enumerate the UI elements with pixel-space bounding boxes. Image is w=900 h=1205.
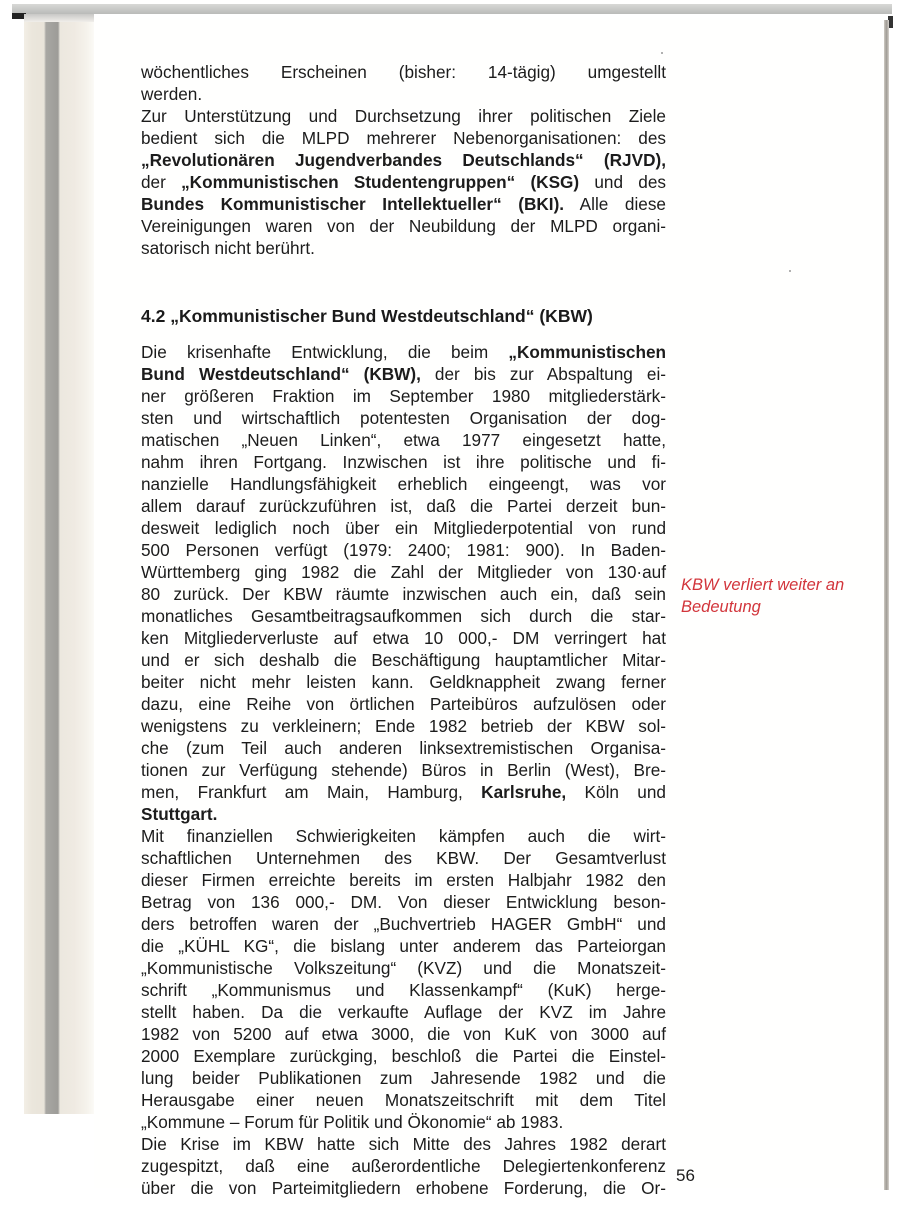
book-top-edge: [12, 4, 892, 14]
bold-org-name: „Kommunistischen: [508, 342, 666, 362]
text-line: nanzielle Handlungsfähigkeit erheblich eingeengt, was vor: [141, 474, 666, 494]
text-line: wöchentliches Erscheinen (bisher: 14-tägig) umgestellt: [141, 62, 666, 82]
bold-org-name: Bundes Kommunistischer Intellektueller“ (BKI).: [141, 194, 565, 214]
text-line: satorisch nicht berührt.: [141, 238, 315, 258]
paragraph-block-kbw: [141, 341, 666, 1199]
text-line: „Kommune – Forum für Politik und Ökonomie“ ab 1983.: [141, 1112, 564, 1132]
text-run: der bis zur Abspaltung ei-: [420, 364, 666, 384]
text-line: schrift „Kommunismus und Klassenkampf“ (KuK) herge-: [141, 980, 666, 1000]
speck: [661, 52, 663, 54]
page-number: 56: [676, 1166, 695, 1185]
text-line: 1982 von 5200 auf etwa 3000, die von KuK von 3000 auf: [141, 1024, 666, 1044]
text-line: und er sich deshalb die Beschäftigung hauptamtlicher Mitar-: [141, 650, 666, 670]
text-line: über die von Parteimitgliedern erhobene Forderung, die Or-: [141, 1178, 666, 1198]
text-line: sten und wirtschaftlich potentesten Organisation der dog-: [141, 408, 666, 428]
text-run: Die krisenhafte Entwicklung, die beim: [141, 342, 509, 362]
text-line: 80 zurück. Der KBW räumte inzwischen auch ein, daß sein: [141, 584, 666, 604]
margin-note: [681, 574, 881, 618]
section-heading: 4.2 „Kommunistischer Bund Westdeutschland“ (KBW): [141, 306, 593, 326]
text-line: [141, 171, 666, 193]
text-run: der: [141, 172, 182, 192]
bold-org-name: „Kommunistischen Studentengruppen“ (KSG): [181, 172, 580, 192]
text-line: ders betroffen waren der „Buchvertrieb HAGER GmbH“ und: [141, 914, 666, 934]
bold-org-name: Bund Westdeutschland“ (KBW),: [141, 364, 421, 384]
text-line: Württemberg ging 1982 die Zahl der Mitglieder von 130·auf: [141, 562, 666, 582]
text-line: [141, 341, 666, 363]
paragraph-block-mlpd: [141, 61, 666, 259]
text-line: Mit finanziellen Schwierigkeiten kämpfen auch die wirt-: [141, 826, 666, 846]
text-line: bedient sich die MLPD mehrerer Nebenorganisationen: des: [141, 128, 666, 148]
margin-note-line: Bedeutung: [681, 598, 761, 616]
text-line: allem darauf zurückzuführen ist, daß die Partei derzeit bun-: [141, 496, 666, 516]
text-line: Zur Unterstützung und Durchsetzung ihrer politischen Ziele: [141, 106, 666, 126]
text-line: werden.: [141, 84, 203, 104]
book-right-edge: [884, 20, 889, 1190]
text-run: Köln und: [566, 782, 666, 802]
text-run: men, Frankfurt am Main, Hamburg,: [141, 782, 482, 802]
text-line: [141, 193, 666, 215]
text-line: Die Krise im KBW hatte sich Mitte des Jahres 1982 derart: [141, 1134, 666, 1154]
bold-city: Karlsruhe,: [481, 782, 567, 802]
text-line: desweit lediglich noch über ein Mitgliederpotential von rund: [141, 518, 666, 538]
text-run: Alle diese: [564, 194, 666, 214]
text-line: dieser Firmen erreichte bereits im ersten Halbjahr 1982 den: [141, 870, 666, 890]
text-line: matischen „Neuen Linken“, etwa 1977 eingesetzt hatte,: [141, 430, 666, 450]
speck: [789, 270, 791, 272]
text-line: stellt haben. Da die verkaufte Auflage der KVZ im Jahre: [141, 1002, 666, 1022]
text-line: „Kommunistische Volkszeitung“ (KVZ) und die Monatszeit-: [141, 958, 666, 978]
text-line: [141, 781, 666, 803]
text-line: che (zum Teil auch anderen linksextremistischen Organisa-: [141, 738, 666, 758]
text-line: dazu, eine Reihe von örtlichen Parteibüros aufzulösen oder: [141, 694, 666, 714]
margin-note-line: KBW verliert weiter an: [681, 576, 845, 594]
text-line: lung beider Publikationen zum Jahresende 1982 und die: [141, 1068, 666, 1088]
text-line: Vereinigungen waren von der Neubildung der MLPD organi-: [141, 216, 666, 236]
text-line: schaftlichen Unternehmen des KBW. Der Gesamtverlust: [141, 848, 666, 868]
text-line-bold: „Revolutionären Jugendverbandes Deutschlands“ (RJVD),: [141, 150, 666, 170]
text-line: wenigstens zu verkleinern; Ende 1982 betrieb der KBW sol-: [141, 716, 666, 736]
text-line: 2000 Exemplare zurückging, beschloß die Partei die Einstel-: [141, 1046, 666, 1066]
text-line: die „KÜHL KG“, die bislang unter anderem das Parteiorgan: [141, 936, 666, 956]
text-run: und des: [579, 172, 666, 192]
text-line: Herausgabe einer neuen Monatszeitschrift mit dem Titel: [141, 1090, 666, 1110]
text-line: tionen zur Verfügung stehende) Büros in Berlin (West), Bre-: [141, 760, 666, 780]
text-line: ner größeren Fraktion im September 1980 mitgliederstärk-: [141, 386, 666, 406]
text-line: ken Mitgliederverluste auf etwa 10 000,- DM verringert hat: [141, 628, 666, 648]
text-line: monatliches Gesamtbeitragsaufkommen sich durch die star-: [141, 606, 666, 626]
book-gutter-page-stack: [24, 16, 94, 1114]
text-line: Betrag von 136 000,- DM. Von dieser Entwicklung beson-: [141, 892, 666, 912]
book-gutter-cap: [24, 14, 94, 22]
text-line: [141, 803, 666, 825]
text-line: zugespitzt, daß eine außerordentliche Delegiertenkonferenz: [141, 1156, 666, 1176]
text-line: beiter nicht mehr leisten kann. Geldknappheit zwang ferner: [141, 672, 666, 692]
text-line: 500 Personen verfügt (1979: 2400; 1981: 900). In Baden-: [141, 540, 666, 560]
text-line: nahm ihren Fortgang. Inzwischen ist ihre politische und fi-: [141, 452, 666, 472]
text-line: [141, 363, 666, 385]
bold-city: Stuttgart.: [141, 804, 218, 824]
